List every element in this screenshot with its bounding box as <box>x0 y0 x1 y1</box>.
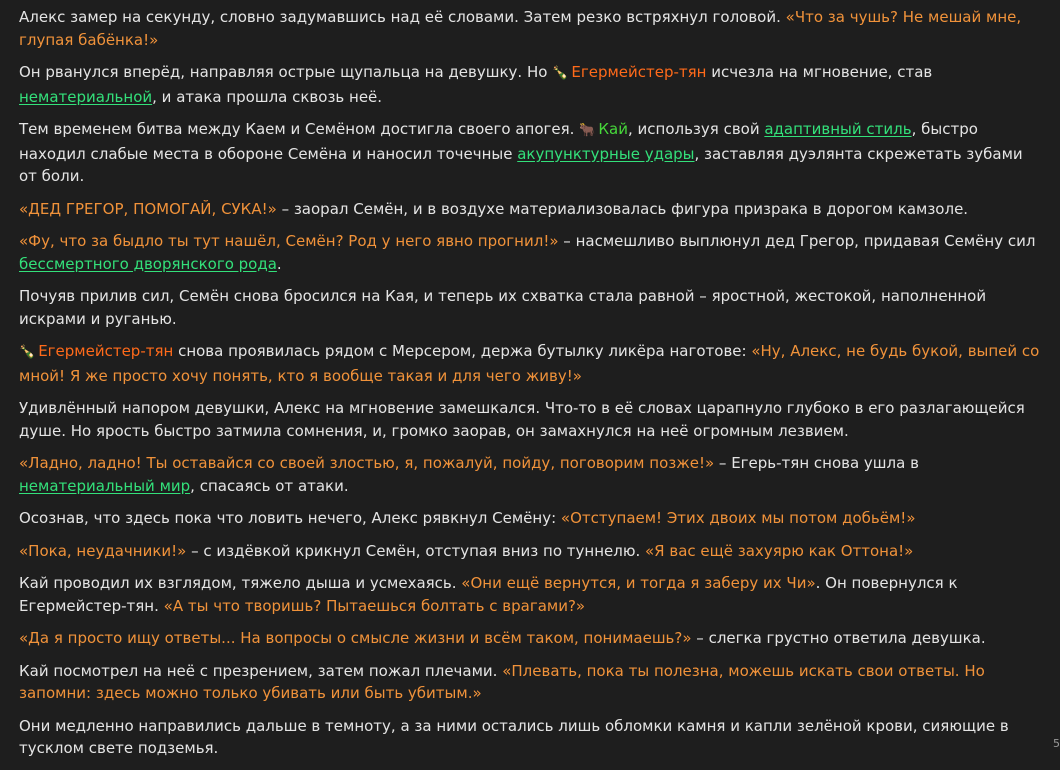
text-span: – слегка грустно ответила девушка. <box>691 629 986 647</box>
keyword-link[interactable]: акупунктурные удары <box>517 144 695 163</box>
dialogue-quote: «Да я просто ищу ответы... На вопросы о смысле жизни и всём таком, понимаешь?» <box>19 629 692 647</box>
text-span: Кай проводил их взглядом, тяжело дыша и усмехаясь. <box>19 574 462 592</box>
paragraph <box>19 230 1044 275</box>
keyword-link[interactable]: адаптивный стиль <box>764 120 912 138</box>
text-span: , заставляя дуэлянта скрежетать зубами от боли. <box>19 144 1023 185</box>
text-span: Кай посмотрел на неё с презрением, затем пожал плечами. <box>19 661 503 680</box>
text-span: – насмешливо выплюнул дед Грегор, придавая Семёну сил <box>558 232 1036 250</box>
text-span: Он рванулся вперёд, направляя острые щупальца на девушку. Но <box>19 63 553 81</box>
text-span: Осознав, что здесь пока что ловить нечего, Алекс рявкнул Семёну: <box>19 509 561 527</box>
page-number: 5 <box>1053 736 1060 750</box>
character-name: Егермейстер-тян <box>38 342 174 360</box>
bottle-icon: 🍾 <box>552 66 569 81</box>
dialogue-quote: «Они ещё вернутся, и тогда я заберу их Чи» <box>461 574 816 592</box>
text-span: – заорал Семён, и в воздухе материализовалась фигура призрака в дорогом камзоле. <box>276 199 969 218</box>
dialogue-quote: «Фу, что за быдло ты тут нашёл, Семён? Род у него явно прогнил!» <box>19 232 559 250</box>
text-span: – Егерь-тян снова ушла в <box>714 454 919 472</box>
paragraph <box>19 6 1044 51</box>
paragraph <box>19 715 1044 760</box>
paragraph <box>19 340 1044 387</box>
dialogue-quote: «ДЕД ГРЕГОР, ПОМОГАЙ, СУКА!» <box>19 199 277 218</box>
character-name: Егермейстер-тян <box>571 63 707 81</box>
keyword-link[interactable]: нематериальный мир <box>19 476 191 495</box>
dialogue-quote: «Я вас ещё захуярю как Оттона!» <box>645 541 914 560</box>
dialogue-quote: «А ты что творишь? Пытаешься болтать с врагами?» <box>163 596 586 615</box>
text-span: . <box>276 254 282 273</box>
dialogue-quote: «Отступаем! Этих двоих мы потом добьём!» <box>560 509 916 527</box>
paragraph <box>19 397 1044 442</box>
paragraph <box>19 627 1044 650</box>
text-span: Почуяв прилив сил, Семён снова бросился на Кая, и теперь их схватка стала равной – яростной, жестокой, наполненной искрами и руганью. <box>19 287 987 328</box>
paragraph <box>19 660 1044 705</box>
text-span: Тем временем битва между Каем и Семёном достигла своего апогея. <box>19 120 580 138</box>
text-span: – с издёвкой крикнул Семён, отступая вниз по туннелю. <box>186 541 645 560</box>
text-span: , спасаясь от атаки. <box>190 476 349 495</box>
paragraph <box>19 507 1044 530</box>
text-span: Удивлённый напором девушки, Алекс на мгновение замешкался. Что-то в её словах царапнуло глубоко в его разлагающейся душе. Но ярость быстро затмила сомнения, и, громко заорав, он замахнулся на неё огромным лезвием. <box>19 399 1025 440</box>
text-span: Они медленно направились дальше в темноту, а за ними остались лишь обломки камня и капли зелёной крови, сияющие в тусклом свете подземья. <box>19 716 1009 757</box>
paragraph <box>19 540 1044 563</box>
paragraph <box>19 61 1044 108</box>
text-span: , используя свой <box>627 120 765 138</box>
text-span: , быстро находил слабые места в обороне Семёна и наносил точечные <box>19 120 978 163</box>
text-span: Алекс замер на секунду, словно задумавшись над её словами. Затем резко встряхнул головой. <box>19 8 786 26</box>
text-span: снова проявилась рядом с Мерсером, держа бутылку ликёра наготове: <box>173 342 752 360</box>
paragraph <box>19 572 1044 617</box>
keyword-link[interactable]: нематериальной <box>19 87 153 106</box>
paragraph <box>19 118 1044 188</box>
paragraph <box>19 452 1044 497</box>
paragraph <box>19 198 1044 221</box>
character-name: Кай <box>598 120 628 138</box>
dialogue-quote: «Ну, Алекс, не будь букой, выпей со мной! Я же просто хочу понять, кто я вообще такая и для чего живу!» <box>19 342 1040 385</box>
paragraph <box>19 285 1044 330</box>
text-span: исчезла на мгновение, став <box>706 63 933 81</box>
dialogue-quote: «Что за чушь? Не мешай мне, глупая бабёнка!» <box>19 8 1022 49</box>
bottle-icon: 🍾 <box>19 345 36 360</box>
dialogue-quote: «Пока, неудачники!» <box>19 541 187 560</box>
dialogue-quote: «Плевать, пока ты полезна, можешь искать свои ответы. Но запомни: здесь можно только убивать или быть убитым.» <box>19 661 985 702</box>
bull-icon: 🐂 <box>579 123 596 138</box>
text-span: , и атака прошла сквозь неё. <box>152 87 383 106</box>
dialogue-quote: «Ладно, ладно! Ты оставайся со своей злостью, я, пожалуй, пойду, поговорим позже!» <box>19 454 715 472</box>
keyword-link[interactable]: бессмертного дворянского рода <box>19 254 277 273</box>
story-text <box>19 6 1044 770</box>
text-span: . Он повернулся к Егермейстер-тян. <box>19 574 958 615</box>
